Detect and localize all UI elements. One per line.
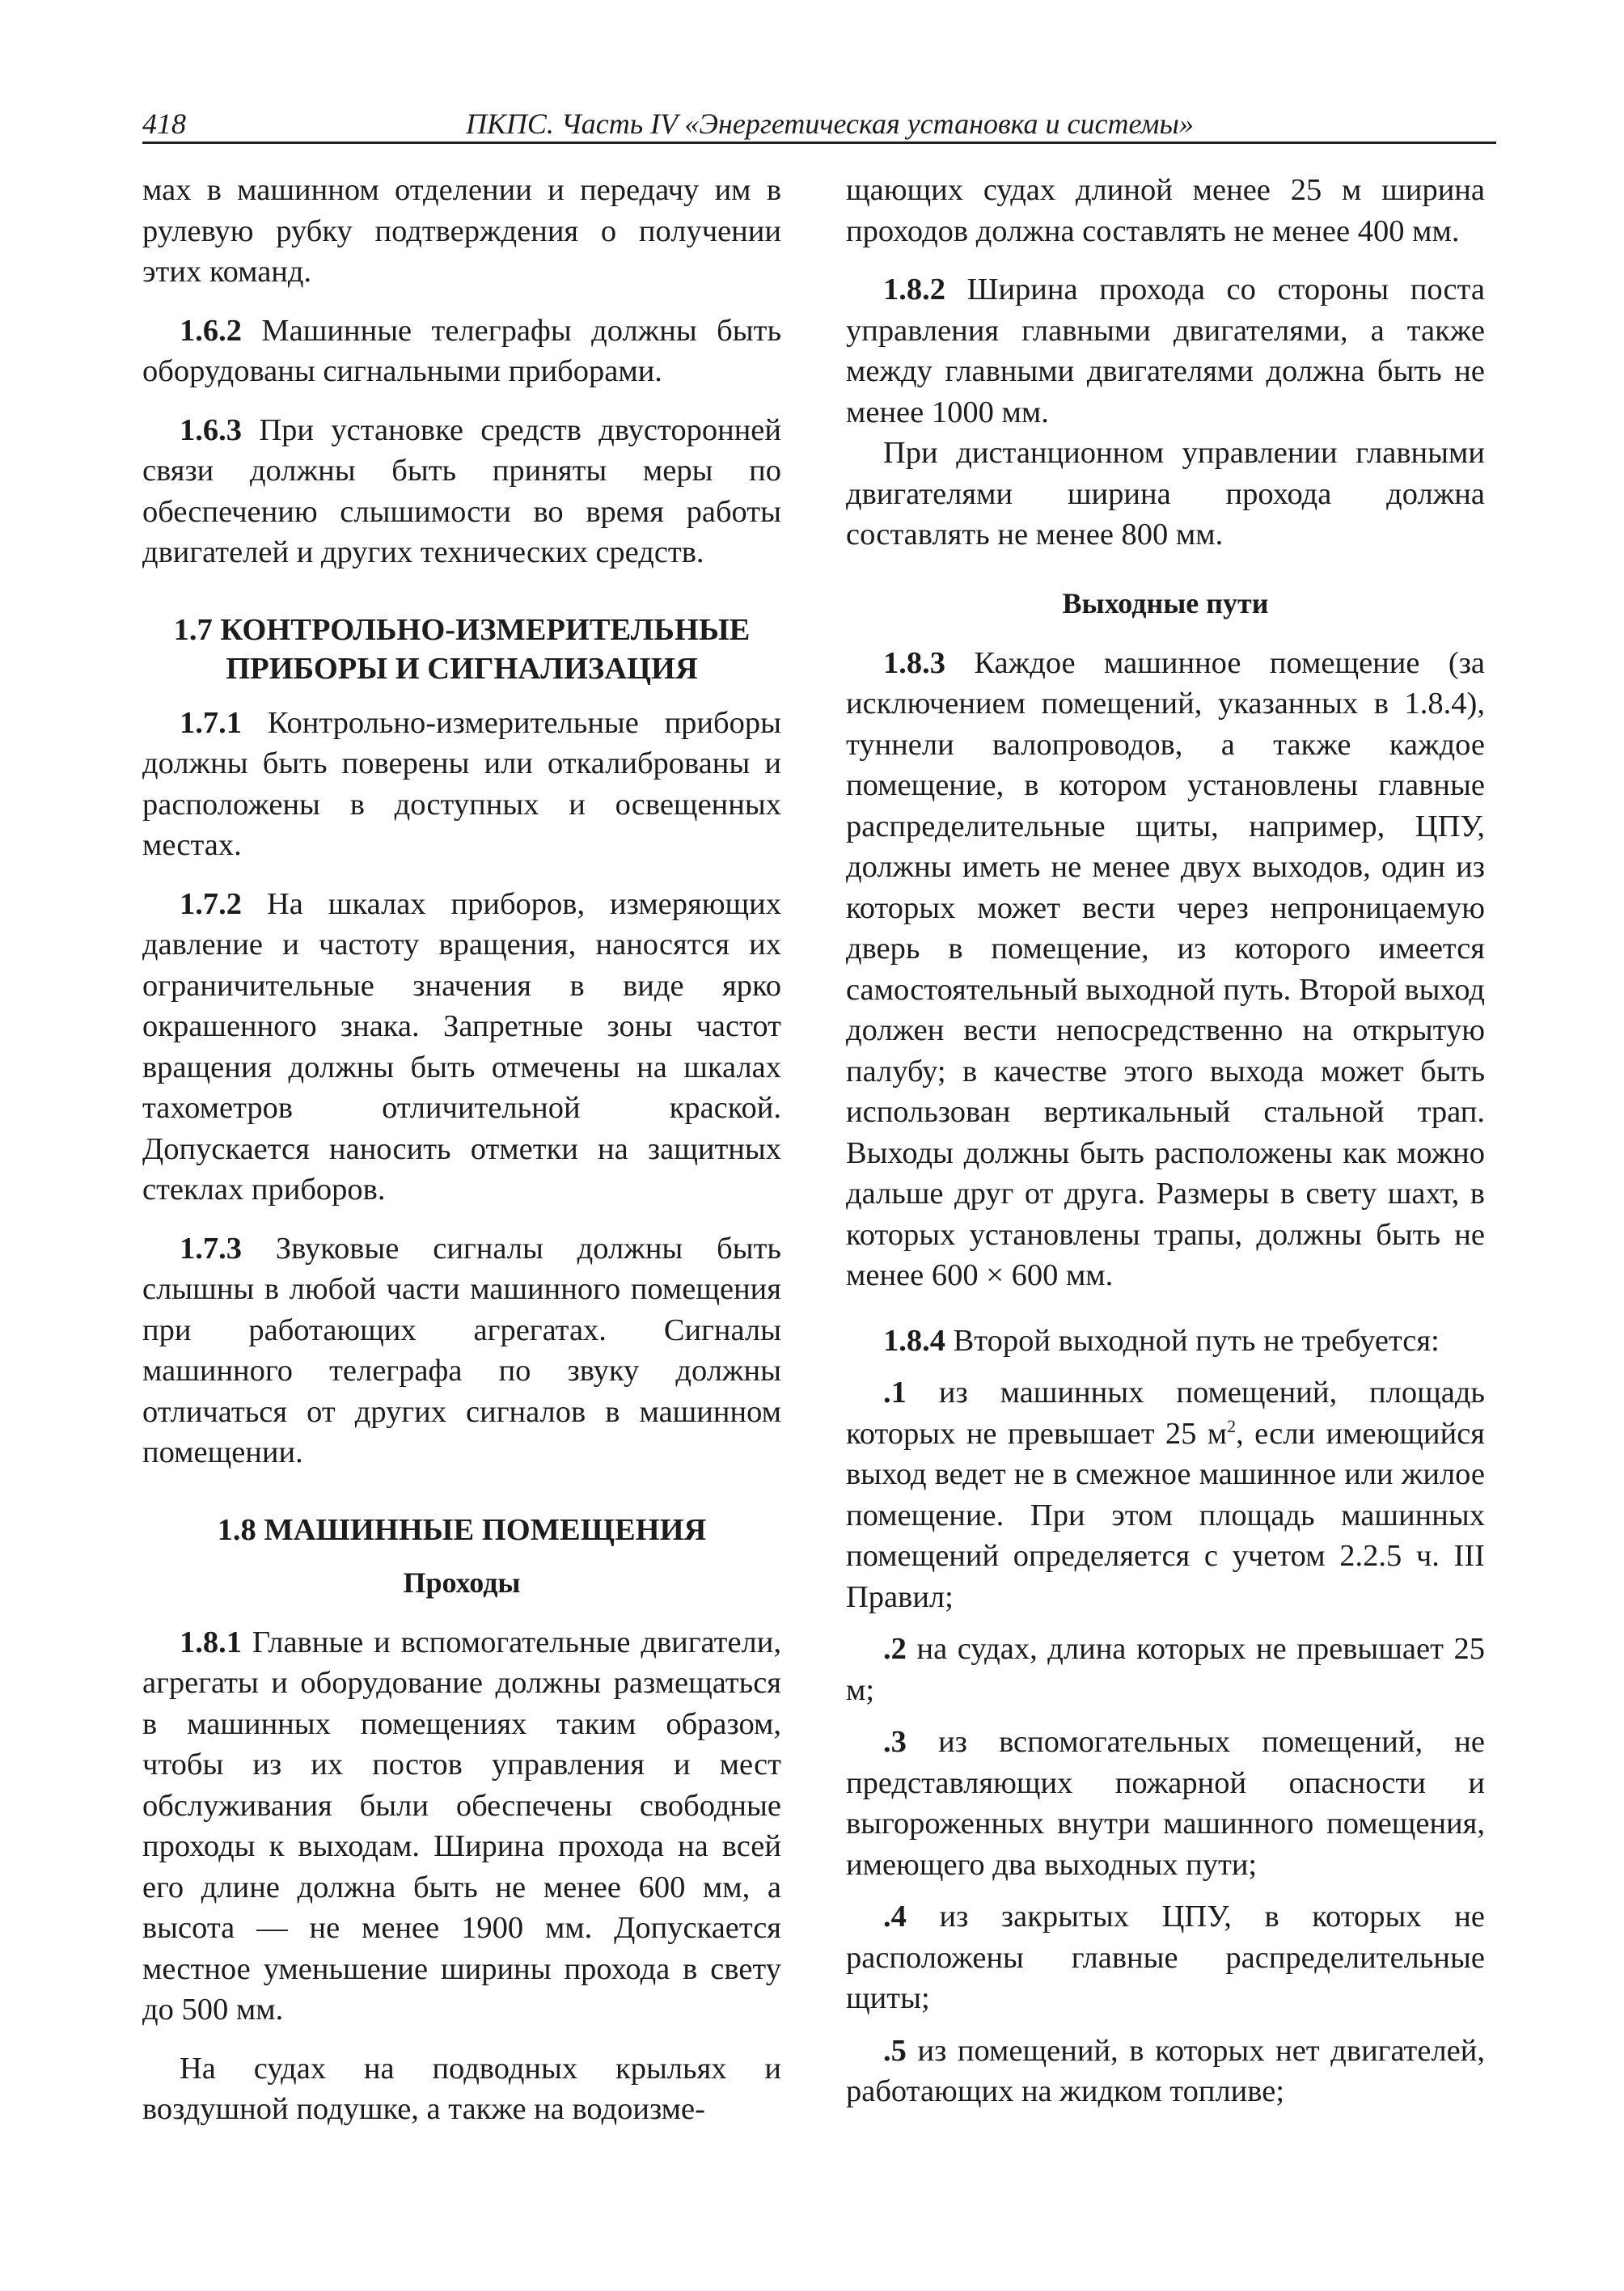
clause-number: 1.7.3 [180,1231,242,1266]
paragraph-1-7-2: 1.7.2 На шкалах приборов, измеряющих давление и частоту вращения, наносятся их ограничительные значения в виде ярко окрашенного знака. Запретные зоны частот вращения должны быть отмечены на шкалах тахометров отличительной краской. Допускается наносить отметки на защитных стеклах приборов. [142,886,781,1207]
page-header [142,104,1496,146]
item-number: .1 [883,1376,907,1410]
paragraph-1-8-1-continued: На судах на подводных крыльях и воздушной подушке, а также на водоизме- [142,2051,781,2126]
item-number: .2 [883,1632,907,1666]
paragraph-continued: щающих судах длиной менее 25 м ширина проходов должна составлять не менее 400 мм. [846,173,1485,248]
list-item-2: .2 на судах, длина которых не превышает 25 м; [846,1632,1485,1707]
paragraph-1-8-4: 1.8.4 Второй выходной путь не требуется: [883,1323,1440,1358]
clause-number: 1.6.3 [180,412,242,447]
paragraph-1-7-1: 1.7.1 Контрольно-измерительные приборы должны быть поверены или откалиброваны и расположены в доступных и освещенных местах. [142,705,781,862]
subheading-passages: Проходы [403,1566,521,1599]
page-number: 418 [142,108,186,140]
clause-number: 1.7.1 [180,705,242,740]
clause-number: 1.6.2 [180,313,242,348]
paragraph-1-6-3: 1.6.3 При установке средств двусторонней связи должны быть приняты меры по обеспечению слышимости во время работы двигателей и других технических средств. [142,412,781,569]
list-item-3: .3 из вспомогательных помещений, не представляющих пожарной опасности и выгороженных внутри машинного помещения, имеющего два выходных пути; [846,1725,1485,1882]
list-item-4: .4 из закрытых ЦПУ, в которых не расположены главные распределительные щиты; [846,1900,1485,2015]
item-number: .4 [883,1900,907,1934]
item-number: .5 [883,2033,907,2068]
paragraph-1-6-2: 1.6.2 Машинные телеграфы должны быть оборудованы сигнальными приборами. [142,313,781,388]
paragraph-1-7-3: 1.7.3 Звуковые сигналы должны быть слышны в любой части машинного помещения при работающих агрегатах. Сигналы машинного телеграфа по звуку должны отличаться от других сигналов в машинном помещении. [142,1231,781,1469]
clause-number: 1.8.3 [883,645,945,680]
list-item-5: .5 из помещений, в которых нет двигателей, работающих на жидком топливе; [846,2033,1485,2108]
paragraph-continued: мах в машинном отделении и передачу им в рулевую рубку подтверждения о получении этих команд. [142,173,781,289]
list-item-1: .1 из машинных помещений, площадь которых не превышает 25 $м^2$, если имеющийся выход ведет не в смежное машинное или жилое помещение. При этом площадь машинных помещений определяется с учетом 2.2.5 ч. III Правил; [846,1376,1485,1614]
item-number: .3 [883,1725,907,1759]
paragraph-1-8-3: 1.8.3 Каждое машинное помещение (за исключением помещений, указанных в 1.8.4), туннели валопроводов, а также каждое помещение, в котором установлены главные распределительные щиты, например, ЦПУ, должны иметь не менее двух выходов, один из которых может вести через непроницаемую дверь в помещение, из которого имеется самостоятельный выходной путь. Второй выход должен вести непосредственно на открытую палубу; в качестве этого выхода может быть использован вертикальный стальной трап. Выходы должны быть расположены как можно дальше друг от друга. Размеры в свету шахт, в которых установлены трапы, должны быть не менее 600 × 600 мм. [846,645,1485,1292]
header-rule [142,142,1496,144]
section-heading-1-8: 1.8 МАШИННЫЕ ПОМЕЩЕНИЯ [217,1512,707,1547]
clause-number: 1.7.2 [180,886,242,921]
superscript: 2 [1227,1415,1237,1436]
left-column [142,170,781,2130]
paragraph-1-8-1: 1.8.1 Главные и вспомогательные двигатели, агрегаты и оборудование должны размещаться в машинных помещениях таким образом, чтобы из их постов управления и мест обслуживания были обеспечены свободные проходы к выходам. Ширина прохода на всей его длине должна быть не менее 600 мм, а высота — не менее 1900 мм. Допускается местное уменьшение ширины прохода в свету до 500 мм. [142,1625,781,2027]
section-heading-1-7: 1.7 КОНТРОЛЬНО-ИЗМЕРИТЕЛЬНЫЕ ПРИБОРЫ И СИГНАЛИЗАЦИЯ [173,612,751,686]
paragraph-1-8-2-b: При дистанционном управлении главными двигателями ширина прохода должна составлять не менее 800 мм. [846,436,1485,552]
clause-number: 1.8.1 [180,1625,242,1659]
right-column [846,170,1485,2124]
paragraph-1-8-2: 1.8.2 Ширина прохода со стороны поста управления главными двигателями, а также между главными двигателями должна быть не менее 1000 мм. [846,273,1485,429]
clause-number: 1.8.4 [883,1323,945,1358]
clause-number: 1.8.2 [883,273,945,306]
subheading-exits: Выходные пути [1062,586,1269,619]
running-title: ПКПС. Часть IV «Энергетическая установка и системы» [466,108,1194,140]
